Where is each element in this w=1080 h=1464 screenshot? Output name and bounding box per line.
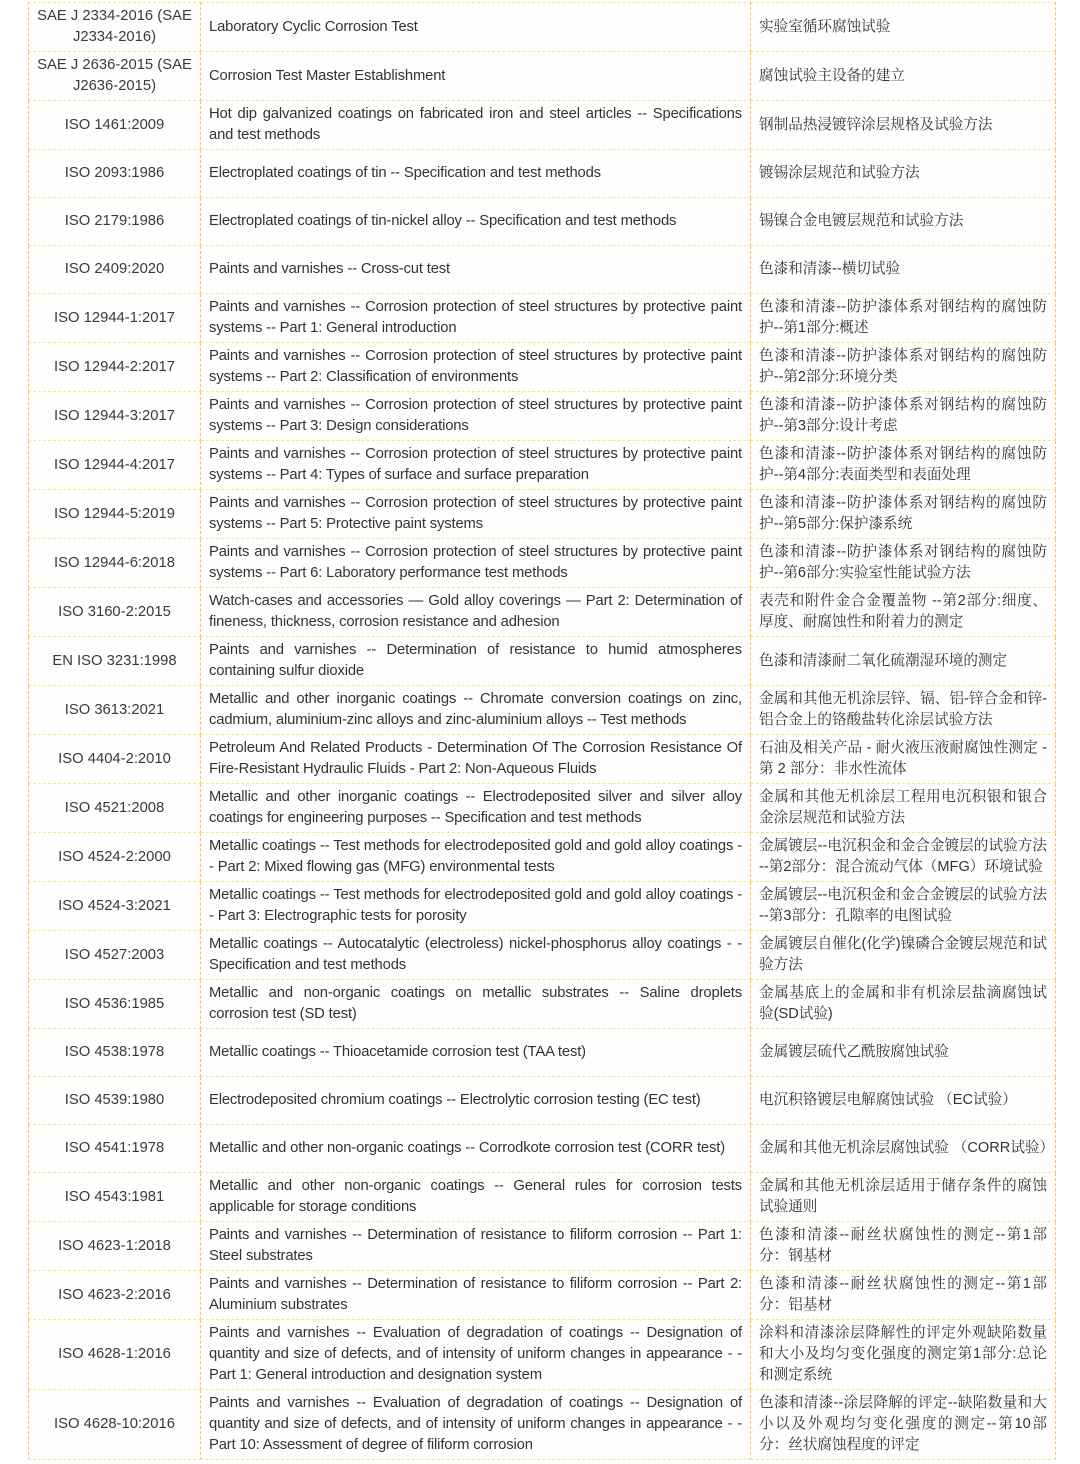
- english-title-cell: Paints and varnishes -- Corrosion protection of steel structures by protective paint systems -- Part 6: Laboratory performance test methods: [201, 539, 751, 588]
- english-title-cell: Electroplated coatings of tin -- Specification and test methods: [201, 150, 751, 198]
- table-row: [29, 784, 1056, 833]
- standard-number-cell: ISO 12944-2:2017: [29, 343, 201, 392]
- table-row: [29, 441, 1056, 490]
- english-title-cell: Metallic and other non-organic coatings -- Corrodkote corrosion test (CORR test): [201, 1125, 751, 1173]
- chinese-title-cell: 镀锡涂层规范和试验方法: [751, 150, 1056, 198]
- chinese-title-cell: 色漆和清漆--防护漆体系对钢结构的腐蚀防护--第4部分:表面类型和表面处理: [751, 441, 1056, 490]
- english-title-cell: Paints and varnishes -- Cross-cut test: [201, 246, 751, 294]
- english-title-cell: Metallic coatings -- Test methods for electrodeposited gold and gold alloy coatings -- Part 3: Electrographic tests for porosity: [201, 882, 751, 931]
- chinese-title-cell: 金属基底上的金属和非有机涂层盐滴腐蚀试验(SD试验): [751, 980, 1056, 1029]
- standard-number-cell: ISO 4628-1:2016: [29, 1320, 201, 1390]
- english-title-cell: Paints and varnishes -- Corrosion protection of steel structures by protective paint systems -- Part 4: Types of surface and surface preparation: [201, 441, 751, 490]
- standard-number-cell: ISO 1461:2009: [29, 101, 201, 150]
- table-row: [29, 1077, 1056, 1125]
- english-title-cell: Laboratory Cyclic Corrosion Test: [201, 3, 751, 52]
- english-title-cell: Metallic and other inorganic coatings -- Electrodeposited silver and silver alloy coatings for engineering purposes -- Specification and test methods: [201, 784, 751, 833]
- standard-number-cell: ISO 2179:1986: [29, 198, 201, 246]
- standard-number-cell: ISO 4538:1978: [29, 1029, 201, 1077]
- table-row: [29, 1320, 1056, 1390]
- table-row: [29, 686, 1056, 735]
- standard-number-cell: ISO 4527:2003: [29, 931, 201, 980]
- chinese-title-cell: 色漆和清漆--涂层降解的评定--缺陷数量和大小以及外观均匀变化强度的测定--第10部分：丝状腐蚀程度的评定: [751, 1390, 1056, 1460]
- standard-number-cell: ISO 4524-2:2000: [29, 833, 201, 882]
- table-row: [29, 833, 1056, 882]
- table-row: [29, 343, 1056, 392]
- english-title-cell: Paints and varnishes -- Determination of resistance to filiform corrosion -- Part 2: Aluminium substrates: [201, 1271, 751, 1320]
- table-row: [29, 539, 1056, 588]
- chinese-title-cell: 色漆和清漆--横切试验: [751, 246, 1056, 294]
- standard-number-cell: ISO 12944-6:2018: [29, 539, 201, 588]
- table-row: [29, 490, 1056, 539]
- chinese-title-cell: 色漆和清漆--耐丝状腐蚀性的测定--第1部分：铝基材: [751, 1271, 1056, 1320]
- english-title-cell: Electroplated coatings of tin-nickel alloy -- Specification and test methods: [201, 198, 751, 246]
- chinese-title-cell: 表壳和附件金合金覆盖物 --第2部分:细度、厚度、耐腐蚀性和附着力的测定: [751, 588, 1056, 637]
- table-row: [29, 882, 1056, 931]
- english-title-cell: Metallic and non-organic coatings on metallic substrates -- Saline droplets corrosion test (SD test): [201, 980, 751, 1029]
- english-title-cell: Metallic coatings -- Thioacetamide corrosion test (TAA test): [201, 1029, 751, 1077]
- english-title-cell: Petroleum And Related Products - Determination Of The Corrosion Resistance Of Fire-Resistant Hydraulic Fluids - Part 2: Non-Aqueous Fluids: [201, 735, 751, 784]
- chinese-title-cell: 石油及相关产品 - 耐火液压液耐腐蚀性测定 - 第 2 部分：非水性流体: [751, 735, 1056, 784]
- standard-number-cell: ISO 12944-5:2019: [29, 490, 201, 539]
- standard-number-cell: ISO 3160-2:2015: [29, 588, 201, 637]
- english-title-cell: Paints and varnishes -- Evaluation of degradation of coatings -- Designation of quantity and size of defects, and of intensity of uniform changes in appearance - - Part 1: General introduction and designation system: [201, 1320, 751, 1390]
- english-title-cell: Watch-cases and accessories — Gold alloy coverings — Part 2: Determination of fineness, thickness, corrosion resistance and adhesion: [201, 588, 751, 637]
- table-row: [29, 1173, 1056, 1222]
- chinese-title-cell: 金属和其他无机涂层适用于储存条件的腐蚀试验通则: [751, 1173, 1056, 1222]
- standard-number-cell: ISO 2093:1986: [29, 150, 201, 198]
- chinese-title-cell: 电沉积铬镀层电解腐蚀试验 （EC试验）: [751, 1077, 1056, 1125]
- chinese-title-cell: 金属镀层--电沉积金和金合金镀层的试验方法 --第3部分：孔隙率的电图试验: [751, 882, 1056, 931]
- english-title-cell: Corrosion Test Master Establishment: [201, 52, 751, 101]
- table-row: [29, 198, 1056, 246]
- english-title-cell: Paints and varnishes -- Corrosion protection of steel structures by protective paint systems -- Part 2: Classification of environments: [201, 343, 751, 392]
- standard-number-cell: ISO 12944-4:2017: [29, 441, 201, 490]
- chinese-title-cell: 腐蚀试验主设备的建立: [751, 52, 1056, 101]
- standard-number-cell: ISO 4524-3:2021: [29, 882, 201, 931]
- standard-number-cell: ISO 4628-10:2016: [29, 1390, 201, 1460]
- standard-number-cell: ISO 4521:2008: [29, 784, 201, 833]
- english-title-cell: Electrodeposited chromium coatings -- Electrolytic corrosion testing (EC test): [201, 1077, 751, 1125]
- chinese-title-cell: 色漆和清漆--防护漆体系对钢结构的腐蚀防护--第2部分:环境分类: [751, 343, 1056, 392]
- english-title-cell: Paints and varnishes -- Evaluation of degradation of coatings -- Designation of quantity and size of defects, and of intensity of uniform changes in appearance - - Part 10: Assessment of degree of filiform corrosion: [201, 1390, 751, 1460]
- chinese-title-cell: 色漆和清漆--防护漆体系对钢结构的腐蚀防护--第5部分:保护漆系统: [751, 490, 1056, 539]
- standard-number-cell: ISO 4536:1985: [29, 980, 201, 1029]
- standard-number-cell: ISO 3613:2021: [29, 686, 201, 735]
- chinese-title-cell: 金属镀层硫代乙酰胺腐蚀试验: [751, 1029, 1056, 1077]
- chinese-title-cell: 钢制品热浸镀锌涂层规格及试验方法: [751, 101, 1056, 150]
- standard-number-cell: EN ISO 3231:1998: [29, 637, 201, 686]
- chinese-title-cell: 金属镀层自催化(化学)镍磷合金镀层规范和试验方法: [751, 931, 1056, 980]
- table-row: [29, 1029, 1056, 1077]
- standard-number-cell: SAE J 2334-2016 (SAE J2334-2016): [29, 3, 201, 52]
- table-row: [29, 392, 1056, 441]
- english-title-cell: Paints and varnishes -- Corrosion protection of steel structures by protective paint systems -- Part 3: Design considerations: [201, 392, 751, 441]
- standard-number-cell: ISO 4539:1980: [29, 1077, 201, 1125]
- table-row: [29, 588, 1056, 637]
- english-title-cell: Metallic coatings -- Test methods for electrodeposited gold and gold alloy coatings -- Part 2: Mixed flowing gas (MFG) environmental tests: [201, 833, 751, 882]
- english-title-cell: Metallic and other inorganic coatings -- Chromate conversion coatings on zinc, cadmium, aluminium-zinc alloys and zinc-aluminium alloys -- Test methods: [201, 686, 751, 735]
- table-row: [29, 1222, 1056, 1271]
- chinese-title-cell: 色漆和清漆--防护漆体系对钢结构的腐蚀防护--第1部分:概述: [751, 294, 1056, 343]
- standard-number-cell: ISO 4623-1:2018: [29, 1222, 201, 1271]
- english-title-cell: Paints and varnishes -- Corrosion protection of steel structures by protective paint systems -- Part 1: General introduction: [201, 294, 751, 343]
- chinese-title-cell: 色漆和清漆--防护漆体系对钢结构的腐蚀防护--第6部分:实验室性能试验方法: [751, 539, 1056, 588]
- standards-table-body: [29, 3, 1056, 1460]
- standard-number-cell: ISO 4543:1981: [29, 1173, 201, 1222]
- chinese-title-cell: 金属和其他无机涂层工程用电沉积银和银合金涂层规范和试验方法: [751, 784, 1056, 833]
- chinese-title-cell: 实验室循环腐蚀试验: [751, 3, 1056, 52]
- table-row: [29, 246, 1056, 294]
- chinese-title-cell: 涂料和清漆涂层降解性的评定外观缺陷数量和大小及均匀变化强度的测定第1部分:总论和测定系统: [751, 1320, 1056, 1390]
- english-title-cell: Paints and varnishes -- Determination of resistance to filiform corrosion -- Part 1: Steel substrates: [201, 1222, 751, 1271]
- standard-number-cell: ISO 12944-1:2017: [29, 294, 201, 343]
- standard-number-cell: ISO 2409:2020: [29, 246, 201, 294]
- chinese-title-cell: 金属和其他无机涂层锌、镉、铝-锌合金和锌-铝合金上的铬酸盐转化涂层试验方法: [751, 686, 1056, 735]
- table-row: [29, 1125, 1056, 1173]
- table-row: [29, 294, 1056, 343]
- table-row: [29, 150, 1056, 198]
- english-title-cell: Paints and varnishes -- Determination of resistance to humid atmospheres containing sulfur dioxide: [201, 637, 751, 686]
- table-row: [29, 1390, 1056, 1460]
- table-row: [29, 980, 1056, 1029]
- english-title-cell: Metallic coatings -- Autocatalytic (electroless) nickel-phosphorus alloy coatings - - Specification and test methods: [201, 931, 751, 980]
- chinese-title-cell: 金属镀层--电沉积金和金合金镀层的试验方法 --第2部分：混合流动气体（MFG）环境试验: [751, 833, 1056, 882]
- english-title-cell: Paints and varnishes -- Corrosion protection of steel structures by protective paint systems -- Part 5: Protective paint systems: [201, 490, 751, 539]
- table-row: [29, 52, 1056, 101]
- standard-number-cell: ISO 4541:1978: [29, 1125, 201, 1173]
- table-row: [29, 931, 1056, 980]
- english-title-cell: Hot dip galvanized coatings on fabricated iron and steel articles -- Specifications and test methods: [201, 101, 751, 150]
- standard-number-cell: ISO 4404-2:2010: [29, 735, 201, 784]
- chinese-title-cell: 锡镍合金电镀层规范和试验方法: [751, 198, 1056, 246]
- english-title-cell: Metallic and other non-organic coatings -- General rules for corrosion tests applicable for storage conditions: [201, 1173, 751, 1222]
- chinese-title-cell: 色漆和清漆耐二氧化硫潮湿环境的测定: [751, 637, 1056, 686]
- standard-number-cell: ISO 4623-2:2016: [29, 1271, 201, 1320]
- table-row: [29, 3, 1056, 52]
- table-row: [29, 637, 1056, 686]
- chinese-title-cell: 色漆和清漆--防护漆体系对钢结构的腐蚀防护--第3部分:设计考虑: [751, 392, 1056, 441]
- standards-table: [28, 2, 1056, 1460]
- table-row: [29, 735, 1056, 784]
- chinese-title-cell: 色漆和清漆--耐丝状腐蚀性的测定--第1部分：钢基材: [751, 1222, 1056, 1271]
- table-row: [29, 1271, 1056, 1320]
- standard-number-cell: SAE J 2636-2015 (SAE J2636-2015): [29, 52, 201, 101]
- standard-number-cell: ISO 12944-3:2017: [29, 392, 201, 441]
- table-row: [29, 101, 1056, 150]
- chinese-title-cell: 金属和其他无机涂层腐蚀试验 （CORR试验）: [751, 1125, 1056, 1173]
